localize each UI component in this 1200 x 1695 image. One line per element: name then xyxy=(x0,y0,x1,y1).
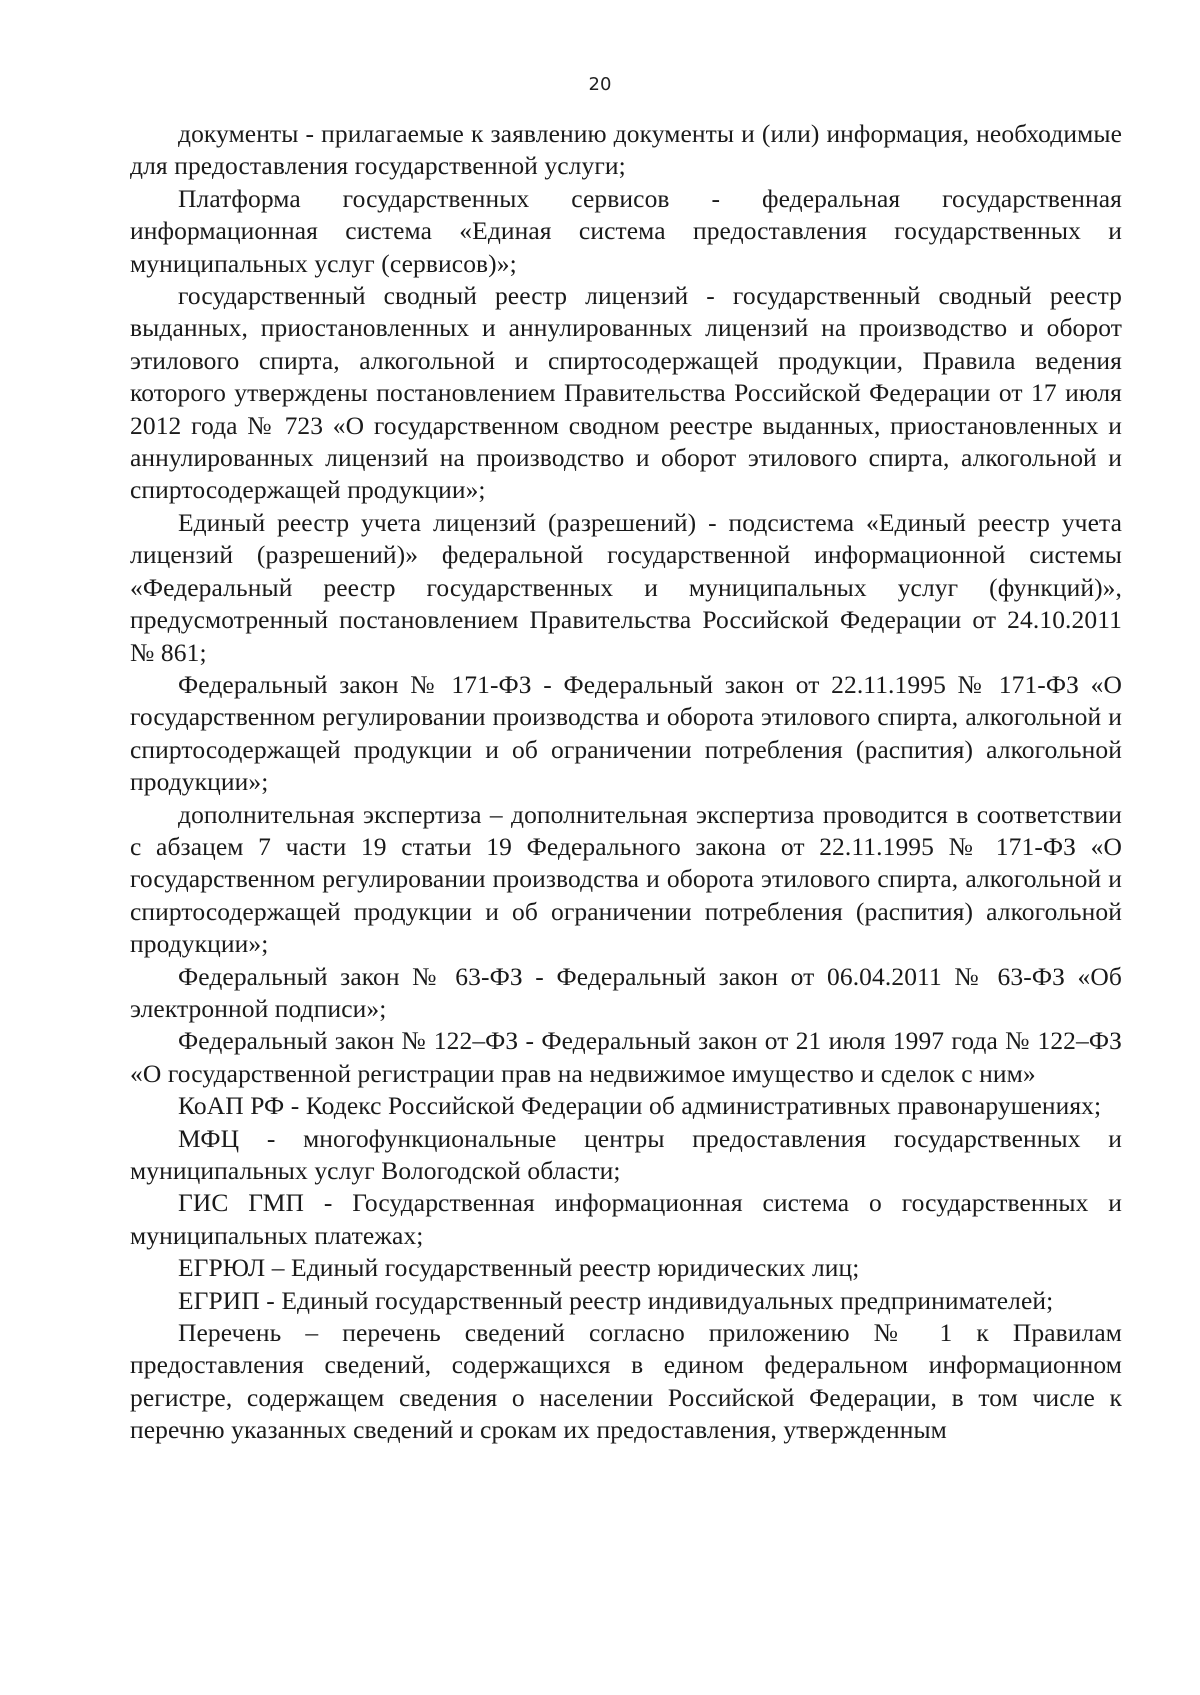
paragraph-egrip-definition: ЕГРИП - Единый государственный реестр индивидуальных предпринимателей; xyxy=(178,1285,1054,1315)
page-number: 20 xyxy=(588,74,612,95)
document-body xyxy=(130,118,1122,1447)
paragraph-platform-definition: Платформа государственных сервисов - федеральная государственная информационная система «Единая система предоставления государственных и муниципальных услуг (сервисов)»; xyxy=(130,183,1122,278)
paragraph-law-171-definition: Федеральный закон № 171-ФЗ - Федеральный закон от 22.11.1995 № 171-ФЗ «О государственном регулировании производства и оборота этилового спирта, алкогольной и спиртосодержащей продукции и об ограничении потребления (распития) алкогольной продукции»; xyxy=(130,669,1122,797)
paragraph-documents-definition: документы - прилагаемые к заявлению документы и (или) информация, необходимые для предоставления государственной услуги; xyxy=(130,119,1122,181)
paragraph-egrul-definition: ЕГРЮЛ – Единый государственный реестр юридических лиц; xyxy=(178,1253,860,1283)
paragraph-law-122-definition: Федеральный закон № 122–ФЗ - Федеральный закон от 21 июля 1997 года № 122–ФЗ «О государственной регистрации прав на недвижимое имущество и сделок с ним» xyxy=(130,1026,1122,1088)
paragraph-additional-expertise-definition: дополнительная экспертиза – дополнительная экспертиза проводится в соответствии с абзацем 7 части 19 статьи 19 Федерального закона от 22.11.1995 № 171-ФЗ «О государственном регулировании производства и оборота этилового спирта, алкогольной и спиртосодержащей продукции и об ограничении потребления (распития) алкогольной продукции»; xyxy=(130,799,1122,959)
paragraph-license-registry-definition: государственный сводный реестр лицензий - государственный сводный реестр выданных, приостановленных и аннулированных лицензий на производство и оборот этилового спирта, алкогольной и спиртосодержащей продукции, Правила ведения которого утверждены постановлением Правительства Российской Федерации от 17 июля 2012 года № 723 «О государственном сводном реестре выданных, приостановленных и аннулированных лицензий на производство и оборот этилового спирта, алкогольной и спиртосодержащей продукции»; xyxy=(130,281,1122,505)
paragraph-unified-license-registry-definition: Единый реестр учета лицензий (разрешений) - подсистема «Единый реестр учета лицензий (разрешений)» федеральной государственной информационной системы «Федеральный реестр государственных и муниципальных услуг (функций)», предусмотренный постановлением Правительства Российской Федерации от 24.10.2011 № 861; xyxy=(130,507,1122,667)
paragraph-mfc-definition: МФЦ - многофункциональные центры предоставления государственных и муниципальных услуг Вологодской области; xyxy=(130,1123,1122,1185)
paragraph-perechen-definition: Перечень – перечень сведений согласно приложению № 1 к Правилам предоставления сведений, содержащихся в едином федеральном информационном регистре, содержащем сведения о населении Российской Федерации, в том числе к перечню указанных сведений и срокам их предоставления, утвержденным xyxy=(130,1318,1122,1445)
paragraph-gis-gmp-definition: ГИС ГМП - Государственная информационная система о государственных и муниципальных платежах; xyxy=(130,1188,1122,1250)
paragraph-koap-definition: КоАП РФ - Кодекс Российской Федерации об административных правонарушениях; xyxy=(178,1091,1102,1121)
paragraph-law-63-definition: Федеральный закон № 63-ФЗ - Федеральный закон от 06.04.2011 № 63-ФЗ «Об электронной подписи»; xyxy=(130,961,1122,1023)
